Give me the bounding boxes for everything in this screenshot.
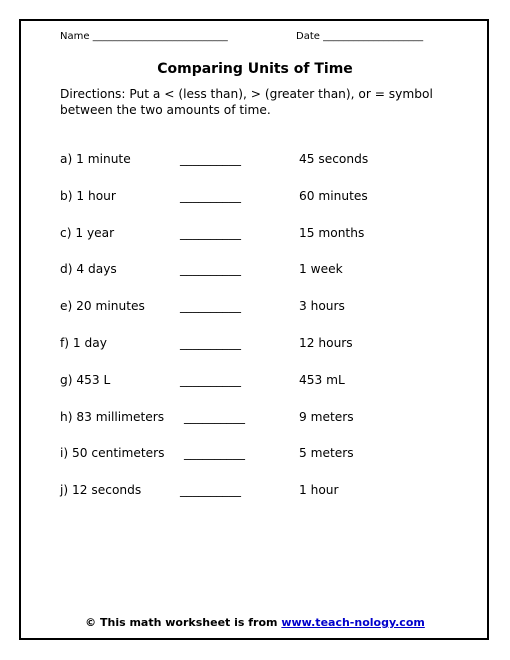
answer-blank: __________ <box>180 335 241 350</box>
answer-blank: __________ <box>180 372 241 387</box>
right-amount: 9 meters <box>299 409 354 424</box>
answer-blank: __________ <box>180 262 241 277</box>
problem-row <box>0 372 510 409</box>
left-amount: a) 1 minute <box>60 152 131 166</box>
problem-list <box>0 151 510 519</box>
problem-row <box>0 482 510 519</box>
footer-link[interactable]: www.teach-nology.com <box>281 616 425 629</box>
right-amount: 45 seconds <box>299 152 369 166</box>
name-field <box>60 31 228 43</box>
answer-blank: __________ <box>180 483 241 498</box>
answer-blank: __________ <box>180 299 241 314</box>
left-amount: g) 453 L <box>60 372 111 387</box>
left-amount: f) 1 day <box>60 335 107 350</box>
problem-row <box>0 298 510 335</box>
problem-row <box>0 335 510 372</box>
right-amount: 5 meters <box>299 446 354 461</box>
date-label: Date <box>296 31 320 42</box>
answer-blank: __________ <box>180 152 241 166</box>
answer-blank: __________ <box>180 188 241 203</box>
left-amount: e) 20 minutes <box>60 299 145 314</box>
name-line: ___________________________ <box>92 31 228 42</box>
problem-row <box>0 188 510 225</box>
footer-text: © This math worksheet is from <box>85 616 278 629</box>
left-amount: d) 4 days <box>60 262 117 277</box>
problem-row <box>0 261 510 298</box>
problem-row <box>0 151 510 188</box>
left-amount: i) 50 centimeters <box>60 446 165 461</box>
right-amount: 3 hours <box>299 299 345 314</box>
worksheet-title: Comparing Units of Time <box>157 61 353 77</box>
name-label: Name <box>60 31 90 42</box>
left-amount: b) 1 hour <box>60 188 116 203</box>
answer-blank: __________ <box>180 225 241 240</box>
right-amount: 453 mL <box>299 372 345 387</box>
left-amount: h) 83 millimeters <box>60 409 165 424</box>
date-field <box>296 31 423 43</box>
problem-row <box>0 409 510 446</box>
answer-blank: __________ <box>184 409 245 424</box>
problem-row <box>0 445 510 482</box>
left-amount: j) 12 seconds <box>60 483 142 498</box>
right-amount: 12 hours <box>299 335 353 350</box>
problem-row <box>0 225 510 262</box>
left-amount: c) 1 year <box>60 225 115 240</box>
date-line: ____________________ <box>323 31 424 42</box>
right-amount: 60 minutes <box>299 188 368 203</box>
right-amount: 15 months <box>299 225 365 240</box>
right-amount: 1 week <box>299 262 343 277</box>
directions-text: Directions: Put a < (less than), > (greater than), or = symbol between the two amounts of time. <box>60 87 433 117</box>
answer-blank: __________ <box>184 446 245 461</box>
right-amount: 1 hour <box>299 483 339 498</box>
footer-credit <box>0 616 510 630</box>
